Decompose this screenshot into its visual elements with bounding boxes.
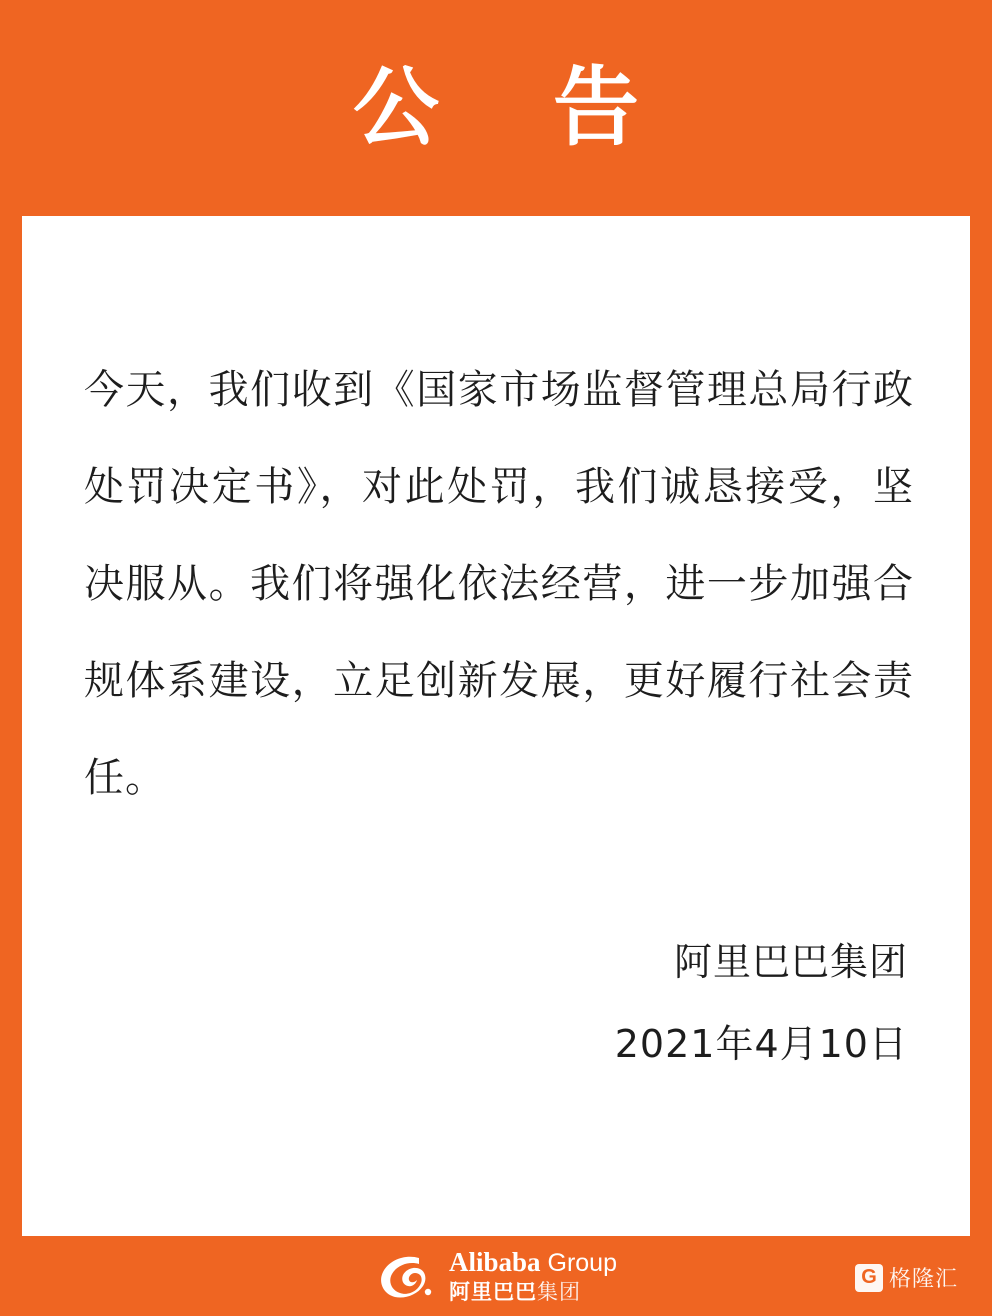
body-area	[22, 216, 970, 1236]
header-band	[0, 0, 992, 216]
brand-name-cn	[449, 1282, 617, 1303]
brand-name-en	[449, 1249, 617, 1276]
brand-text	[449, 1249, 617, 1303]
signature-date: 2021年4月10日	[614, 1022, 908, 1066]
page-title: 公 告	[353, 58, 681, 158]
footer-band	[0, 1236, 992, 1316]
brand-name-cn-main: 阿里巴巴	[449, 1280, 537, 1304]
watermark	[855, 1262, 958, 1293]
brand-name-en-main: Alibaba	[449, 1247, 541, 1277]
brand-name-cn-group: 集团	[537, 1280, 581, 1304]
brand-name-en-group: Group	[540, 1249, 617, 1277]
announcement-body-text: 今天，我们收到《国家市场监督管理总局行政处罚决定书》，对此处罚，我们诚恳接受，坚决服从。我们将强化依法经营，进一步加强合规体系建设，立足创新发展，更好履行社会责任。	[84, 367, 914, 801]
alibaba-logo-icon	[375, 1252, 437, 1300]
brand-lockup	[375, 1249, 617, 1303]
watermark-text: 格隆汇	[888, 1267, 958, 1292]
signature-organization: 阿里巴巴集团	[673, 940, 908, 984]
signature-block	[508, 934, 908, 1072]
watermark-badge-icon: G	[855, 1264, 883, 1292]
